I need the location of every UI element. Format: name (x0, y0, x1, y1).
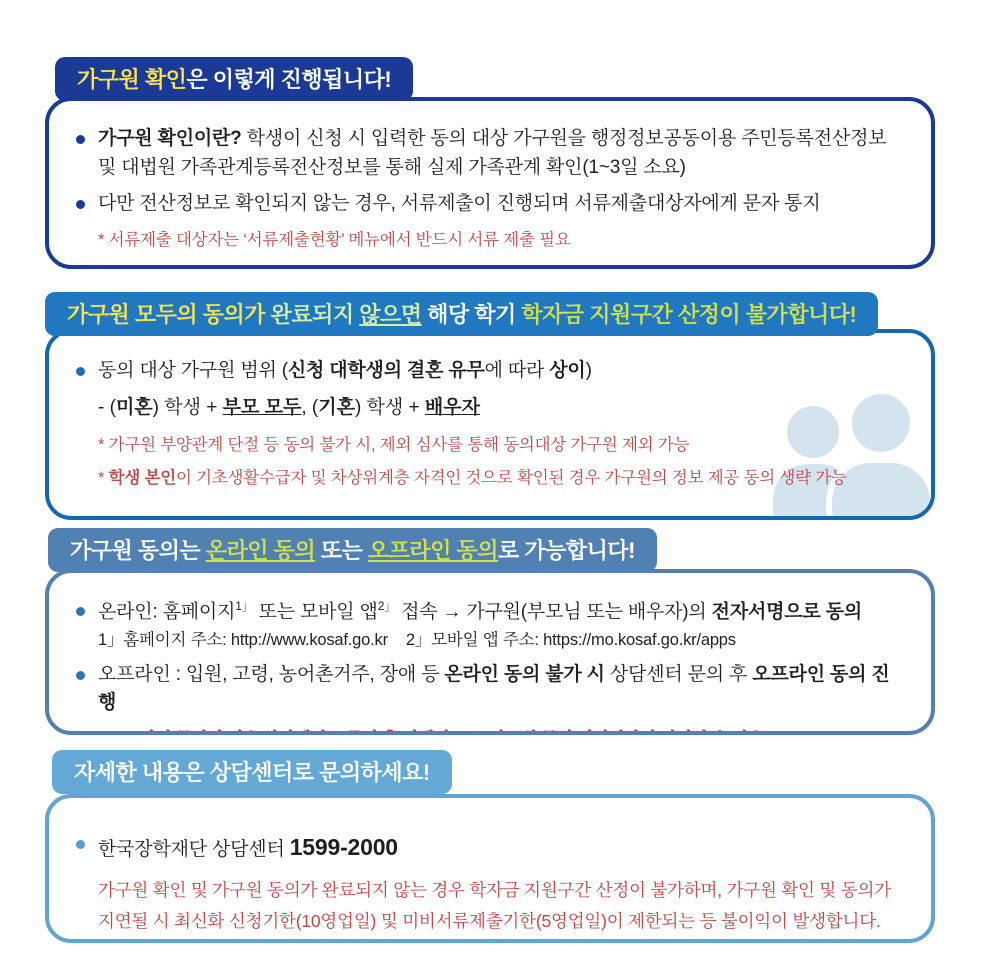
section-contact-center (45, 750, 935, 943)
body-text: 접속 → 가구원(부모님 또는 배우자)의 (395, 601, 712, 623)
body-text: 에 따라 (484, 360, 550, 381)
emphasis-text: 가구원 확인이란? (98, 128, 242, 149)
homepage-url-text: 1」홈페이지 주소: http://www.kosaf.go.kr (98, 630, 388, 649)
emphasis-text: 오프라인 동의 진행 (98, 663, 890, 714)
body-text: - ( (98, 396, 116, 418)
section-2-panel (45, 329, 935, 520)
bullet-text (98, 661, 903, 718)
footnote-urls (98, 628, 862, 653)
footnote-marker: 2」 (377, 599, 396, 613)
title-text: 자세한 내용은 상담센터로 문의하세요! (74, 760, 430, 785)
emphasis-text: 기혼 (318, 396, 355, 418)
title-text: 로 가능합니다! (497, 538, 635, 563)
section-3-title-badge (48, 528, 657, 572)
body-text: 동의 대상 가구원 범위 ( (98, 360, 288, 381)
bullet-item (76, 830, 903, 865)
title-highlight-underline: 오프라인 동의 (367, 538, 498, 563)
bullet-item (76, 357, 903, 386)
body-text: ) (585, 360, 592, 381)
title-text: 해당 학기 (421, 302, 522, 327)
bullet-item (76, 190, 903, 219)
title-highlight: 가구원 모두의 동의가 (67, 302, 271, 327)
body-text: 한국장학재단 상담센터 (98, 839, 290, 860)
section-4-panel (45, 794, 935, 943)
body-text: ) 학생 + (354, 396, 425, 418)
phone-number: 1599-2000 (289, 834, 398, 860)
bullet-item (76, 661, 903, 718)
title-highlight: 완료되지 (270, 302, 360, 327)
red-bold-note (98, 726, 903, 735)
title-highlight-underline: 온라인 동의 (205, 538, 316, 563)
mobile-app-url-text: 2」모바일 앱 주소: https://mo.kosaf.go.kr/apps (405, 630, 736, 649)
section-1-title-badge (55, 57, 413, 101)
body-text: ) 학생 + (152, 396, 223, 418)
emphasis-text: 전자서명으로 동의 (711, 601, 862, 623)
body-text: 학생이 신청 시 입력한 동의 대상 가구원을 행정정보공동이용 주민등록전산정보 및 대법원 가족관계등록전산정보를 통해 실제 가족관계 확인(1~3일 소요) (98, 128, 887, 178)
footnote-marker: 1」 (235, 599, 254, 613)
section-1-panel (45, 97, 935, 269)
emphasis-underline-text: 부모 모두 (222, 396, 302, 418)
body-text: 상담센터 문의 후 (604, 663, 753, 685)
section-consent-methods (45, 528, 935, 735)
bullet-dot-icon (76, 200, 85, 209)
section-2-title-badge (45, 292, 878, 336)
emphasis-text: 학생 본인 (108, 469, 176, 488)
bullet-text (98, 830, 398, 865)
bullet-dot-icon (76, 367, 85, 376)
asterisk: * (98, 469, 109, 488)
title-text: 또는 (315, 538, 368, 563)
bullet-dot-icon (76, 840, 85, 849)
red-note (98, 465, 903, 492)
bullet-dot-icon (76, 135, 85, 144)
section-4-title-badge (52, 750, 452, 794)
title-highlight-underline: 않으면 (359, 302, 422, 327)
body-text: 이 기초생활수급자 및 차상위계층 자격인 것으로 확인된 경우 가구원의 정보 제공 동의 생략 가능 (175, 469, 847, 488)
section-3-panel (45, 569, 935, 735)
emphasis-text: 상이 (549, 360, 586, 381)
red-note: * 서류제출 대상자는 ‘서류제출현황’ 메뉴에서 반드시 서류 제출 필요 (98, 230, 571, 249)
emphasis-underline-text: 배우자 (424, 396, 480, 418)
sub-line (98, 394, 903, 423)
section-consent-required (45, 292, 935, 520)
bullet-text (98, 125, 903, 182)
bullet-dot-icon (76, 607, 85, 616)
warning-paragraph: 가구원 확인 및 가구원 동의가 완료되지 않는 경우 학자금 지원구간 산정이 불가하며, 가구원 확인 및 동의가 지연될 시 최신화 신청기한(10영업일) 및 미비서류제출기한(5영업일)이 제한되는 등 불이익이 발생합니다. (98, 879, 891, 931)
bullet-text: 다만 전산정보로 확인되지 않는 경우, 서류제출이 진행되며 서류제출대상자에게 문자 통지 (98, 193, 821, 214)
body-text: 오프라인 : 입원, 고령, 농어촌거주, 장애 등 (98, 663, 445, 685)
body-text: , ( (301, 396, 319, 418)
emphasis-text: 미혼 (115, 396, 153, 418)
body-text: 또는 모바일 앱 (253, 601, 378, 623)
title-text: 가구원 동의는 (70, 538, 206, 563)
body-text: 온라인: 홈페이지 (98, 601, 236, 623)
bullet-item (76, 125, 903, 182)
red-note: * 가구원 부양관계 단절 등 동의 불가 시, 제외 심사를 통해 동의대상 가구원 제외 가능 (98, 436, 690, 454)
bullet-text (98, 597, 862, 653)
emphasis-text: 신청 대학생의 결혼 유무 (287, 360, 485, 381)
title-highlight: 학자금 지원구간 산정이 불가합니다! (521, 302, 857, 327)
title-highlight: 가구원 확인 (77, 67, 187, 92)
emphasis-text: 온라인 동의 불가 시 (444, 663, 605, 685)
bullet-text (98, 357, 592, 386)
bullet-dot-icon (76, 671, 85, 680)
bullet-item (76, 597, 903, 653)
section-household-verification (45, 57, 935, 269)
title-text: 은 이렇게 진행됩니다! (186, 67, 392, 92)
